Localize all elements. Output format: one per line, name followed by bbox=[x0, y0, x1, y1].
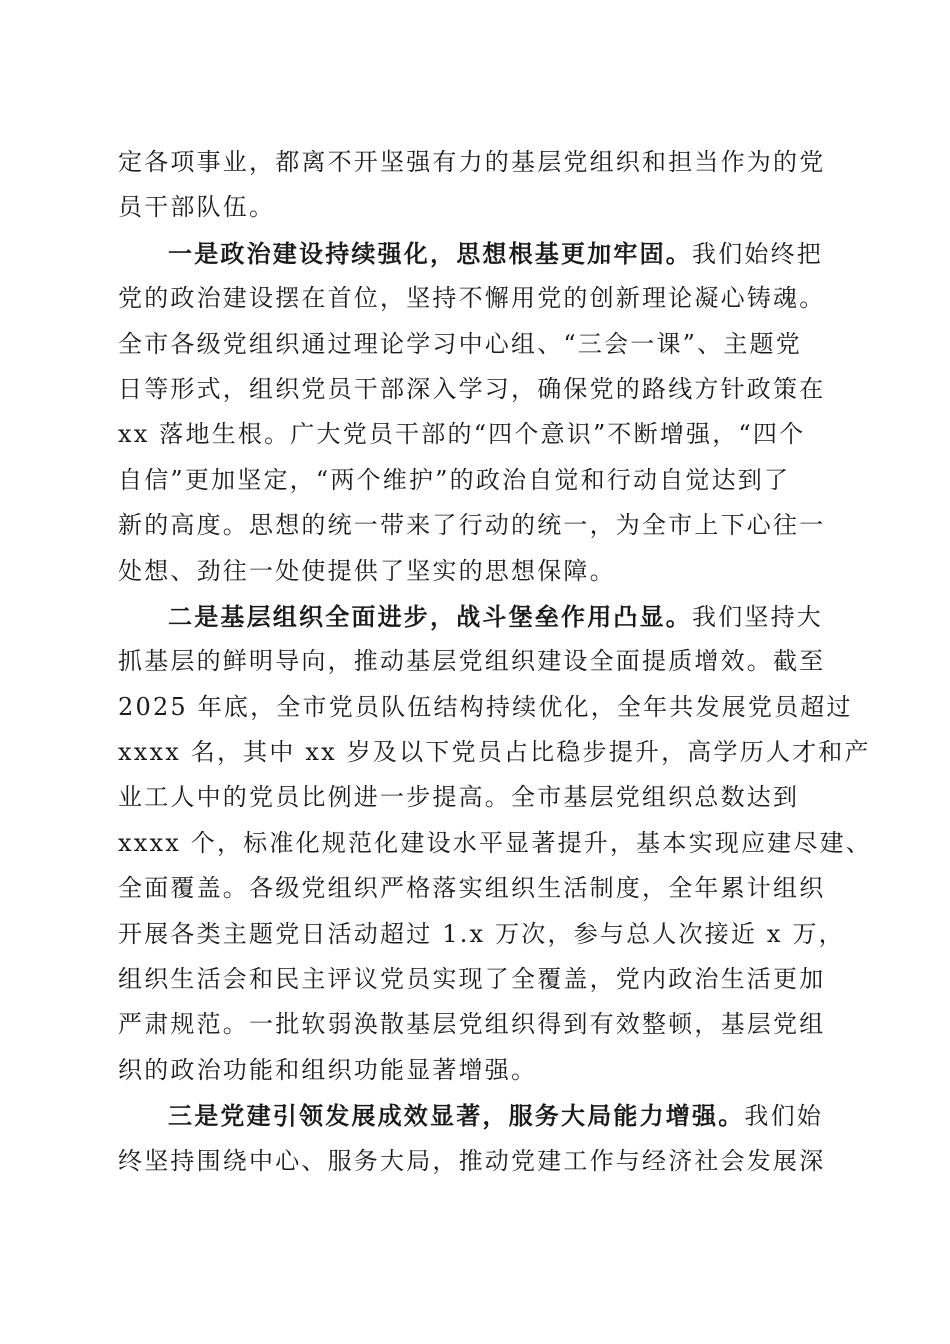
text-line: xx 落地生根。广大党员干部的“四个意识”不断增强，“四个 bbox=[118, 420, 806, 449]
text-segment: 我们始终把 bbox=[692, 239, 823, 268]
text-line: 全面覆盖。各级党组织严格落实组织生活制度，全年累计组织 bbox=[118, 874, 826, 903]
paragraph-heading-line bbox=[118, 594, 833, 639]
paragraph-lead: 一是政治建设持续强化，思想根基更加牢固。 bbox=[168, 238, 692, 268]
paragraph-lead: 三是党建引领发展成效显著，服务大局能力增强。 bbox=[168, 1101, 745, 1131]
text-line: xxxx 名，其中 xx 岁及以下党员占比稳步提升，高学历人才和产 bbox=[118, 738, 871, 767]
text-line: xxxx 个，标准化规范化建设水平显著提升，基本实现应建尽建、 bbox=[118, 828, 872, 857]
text-line: 严肃规范。一批软弱涣散基层党组织得到有效整顿，基层党组 bbox=[118, 1010, 826, 1039]
text-line: 业工人中的党员比例进一步提高。全市基层党组织总数达到 bbox=[118, 783, 800, 812]
text-line: 终坚持围绕中心、服务大局，推动党建工作与经济社会发展深 bbox=[118, 1146, 826, 1175]
text-line: 自信”更加坚定，“两个维护”的政治自觉和行动自觉达到了 bbox=[118, 465, 791, 494]
text-line: 员干部队伍。 bbox=[118, 193, 276, 222]
text-segment: 我们始 bbox=[744, 1102, 824, 1131]
text-line: 抓基层的鲜明导向，推动基层党组织建设全面提质增效。截至 bbox=[118, 647, 826, 676]
text-line: 开展各类主题党日活动超过 1.x 万次，参与总人次接近 x 万， bbox=[118, 919, 845, 948]
text-line: 定各项事业，都离不开坚强有力的基层党组织和担当作为的党 bbox=[118, 148, 826, 176]
text-line: 织的政治功能和组织功能显著增强。 bbox=[118, 1055, 538, 1084]
text-segment: 我们坚持大 bbox=[692, 602, 823, 631]
document-body bbox=[118, 140, 872, 1184]
text-line: 党的政治建设摆在首位，坚持不懈用党的创新理论凝心铸魂。 bbox=[118, 284, 826, 313]
text-line: 2025 年底，全市党员队伍结构持续优化，全年共发展党员超过 bbox=[118, 692, 853, 721]
text-line: 新的高度。思想的统一带来了行动的统一，为全市上下心往一 bbox=[118, 511, 826, 540]
text-line: 全市各级党组织通过理论学习中心组、“三会一课”、主题党 bbox=[118, 329, 802, 358]
paragraph-lead: 二是基层组织全面进步，战斗堡垒作用凸显。 bbox=[168, 601, 692, 631]
text-line: 组织生活会和民主评议党员实现了全覆盖，党内政治生活更加 bbox=[118, 965, 826, 994]
paragraph-heading-line bbox=[118, 1093, 833, 1138]
text-line: 日等形式，组织党员干部深入学习，确保党的路线方针政策在 bbox=[118, 374, 826, 403]
text-line: 处想、劲往一处使提供了坚实的思想保障。 bbox=[118, 556, 616, 585]
paragraph-heading-line bbox=[118, 231, 833, 276]
